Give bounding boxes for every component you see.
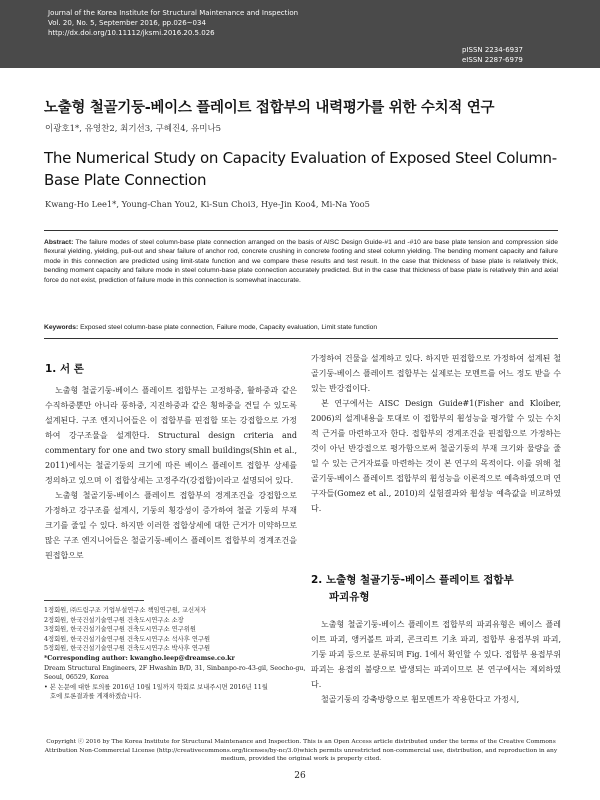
footnote-line: 4정회원, 한국건설기술연구원 건축도시연구소 석사후 연구원 (44, 635, 211, 643)
abstract-bottom-rule (44, 338, 558, 339)
eissn: eISSN 2287-6979 (462, 56, 523, 64)
title-english: The Numerical Study on Capacity Evaluation of Exposed Steel Column-Base Plate Connection (44, 149, 557, 189)
authors-korean: 이광호1*, 유영찬2, 최기선3, 구혜진4, 유미나5 (45, 124, 222, 134)
section-2-body (311, 617, 561, 707)
section-2-heading-line-1: 2. 노출형 철골기둥-베이스 플레이트 접합부 (311, 574, 514, 586)
journal-name: Journal of the Korea Institute for Structural Maintenance and Inspection (48, 9, 299, 17)
footnote-line: 1정회원, ㈜드림구조 기업부설연구소 책임연구원, 교신저자 (44, 607, 207, 614)
address-line: Dream Structural Engineers, 2F Hwashin B/D, 31, Sinbanpo-ro-43-gil, Seocho-gu, (44, 664, 306, 672)
authors-english: Kwang-Ho Lee1*, Young-Chan You2, Ki-Sun Choi3, Hye-Jin Koo4, Mi-Na Yoo5 (45, 199, 370, 209)
footnotes (44, 606, 306, 702)
address-line: Seoul, 06529, Korea (44, 674, 109, 682)
abstract-text: The failure modes of steel column-base plate connection arranged on the basis of AISC Design Guide-#1 and -#10 are base plate tension and compression side flexural yielding, yielding, pull-out and shear failure of anchor rod, concrete crushing in concrete footing and steel column yielding. The bending moment capacity and failure mode in this connection are predicted using limit-state function and we compare these results and test result. In the case that thickness of base plate is relatively thick, bending moment capacity and failure mode in steel column-base plate connection accurately predicted. But in the case that thickness of base plate is relatively thin and axial force do not exist, prediction of failure mode in this connection is somewhat inaccurate. (44, 239, 558, 284)
journal-info (48, 8, 298, 38)
section-2-heading-line-2: 파괴유형 (329, 591, 370, 603)
footnote-line: 5정회원, 한국건설기술연구원 건축도시연구소 박사후 연구원 (44, 645, 211, 653)
footnote-line: 3정회원, 한국건설기술연구원 건축도시연구소 연구위원 (44, 626, 196, 634)
issn-info (462, 45, 523, 65)
discussion-note: 호에 토론결과를 게재하겠습니다. (50, 693, 142, 701)
corresponding-author: *Corresponding author: kwangho.leep@dreamse.co.kr (44, 654, 235, 662)
journal-volume: Vol. 20, No. 5, September 2016, pp.026~034 (48, 19, 206, 27)
pissn: pISSN 2234-6937 (462, 46, 524, 54)
keywords-label: Keywords: (44, 324, 79, 331)
paragraph: 노출형 철골기둥-베이스 플레이트 접합부의 파괴유형은 베이스 플레이트 파괴, 앵커볼트 파괴, 콘크리트 기초 파괴, 접합부 용접부위 파괴, 기둥 파괴 등으로 분류되며 Fig. 1에서 확인할 수 있다. 접합부 용접부위 파괴는 용접의 불량으로 발생되는 파괴이므로 본 연구에서는 제외하였다. (311, 620, 561, 689)
abstract-label: Abstract: (44, 239, 74, 246)
paragraph: 노출형 철골기둥-베이스 플레이트 접합부는 고정하중, 활하중과 같은 수직하중뿐만 아니라 풍하중, 지진하중과 같은 횡하중을 견딜 수 있도록 설계된다. 구조 엔지니어들은 이 접합부를 핀접합 또는 강접합으로 가정하여 강구조물을 설계한다. Structural design criteria and commentary for one and two story small buildings(Shin et al., 2011)에서는 철골기둥의 크기에 따른 베이스 플레이트 접합부 상세를 정의하고 있으며 이 접합상세는 고정주각(강접합)이라고 설명되어 있다. (45, 386, 297, 485)
page-number: 26 (294, 771, 306, 781)
keywords-text: Exposed steel column-base plate connection, Failure mode, Capacity evaluation, Limit state function (80, 324, 378, 331)
paragraph: 철골기둥의 강축방향으로 휨모멘트가 작용한다고 가정시, (321, 695, 520, 704)
discussion-note: • 본 논문에 대한 토의를 2016년 10월 1일까지 학회로 보내주시면 2016년 11월 (44, 683, 268, 691)
copyright-notice: Copyright ⓒ 2016 by The Korea Institute for Structural Maintenance and Inspection. This is an Open Access article distributed under the terms of the Creative Commons Attribution Non-Commercial License (http://creativecommons.org/licenses/by-nc/3.0)which permits unrestricted non-commercial use, distribution, and reproduction in any medium, provided the original work is properly cited. (44, 739, 558, 763)
journal-header-band (0, 0, 600, 68)
footnote-line: 2정회원, 한국건설기술연구원 건축도시연구소 소장 (44, 616, 184, 624)
journal-doi[interactable]: http://dx.doi.org/10.11112/jksmi.2016.20.5.026 (48, 29, 215, 37)
section-1-heading: 1. 서 론 (45, 363, 84, 375)
title-korean: 노출형 철골기둥-베이스 플레이트 접합부의 내력평가를 위한 수치적 연구 (44, 100, 495, 116)
footnote-rule (44, 600, 144, 601)
paragraph: 본 연구에서는 AISC Design Guide#1(Fisher and Kloiber, 2006)의 설계내용을 토대로 이 접합부의 휨성능을 평가할 수 있는 수치적 근거를 마련하고자 한다. 접합부의 경계조건을 핀접합으로 가정하는 것이 아닌 반강접으로 평가함으로써 철골기둥의 부재 크기와 물량을 줄일 수 있는 근거자료를 마련하는 것이 본 연구의 목적이다. 이를 위해 철골기둥-베이스 플레이트 접합부의 휨성능을 이론적으로 예측하였으며 연구자들(Gomez et al., 2010)의 실험결과와 휨성능 예측값을 비교하였다. (311, 399, 561, 513)
section-2-heading (311, 572, 514, 606)
paragraph: 가정하여 건물을 설계하고 있다. 하지만 핀접합으로 가정하여 설계된 철골기둥-베이스 플레이트 접합부는 실제로는 모멘트를 어느 정도 받을 수 있는 반강접이다. (311, 354, 561, 393)
abstract (44, 238, 558, 285)
column-2-body (311, 351, 561, 516)
paragraph: 노출형 철골기둥-베이스 플레이트 접합부의 경계조건을 강접합으로 가정하고 강구조를 설계시, 기둥의 횡강성이 증가하여 철골 기둥의 부재 크기를 줄일 수 있다. 하지만 이러한 접합상세에 대한 근거가 미약하므로 많은 구조 엔지니어들은 철골기둥-베이스 플레이트 접합부의 경계조건을 핀접합으로 (45, 491, 297, 560)
abstract-top-rule (44, 230, 558, 231)
keywords (44, 323, 558, 332)
section-1-body (45, 383, 297, 563)
